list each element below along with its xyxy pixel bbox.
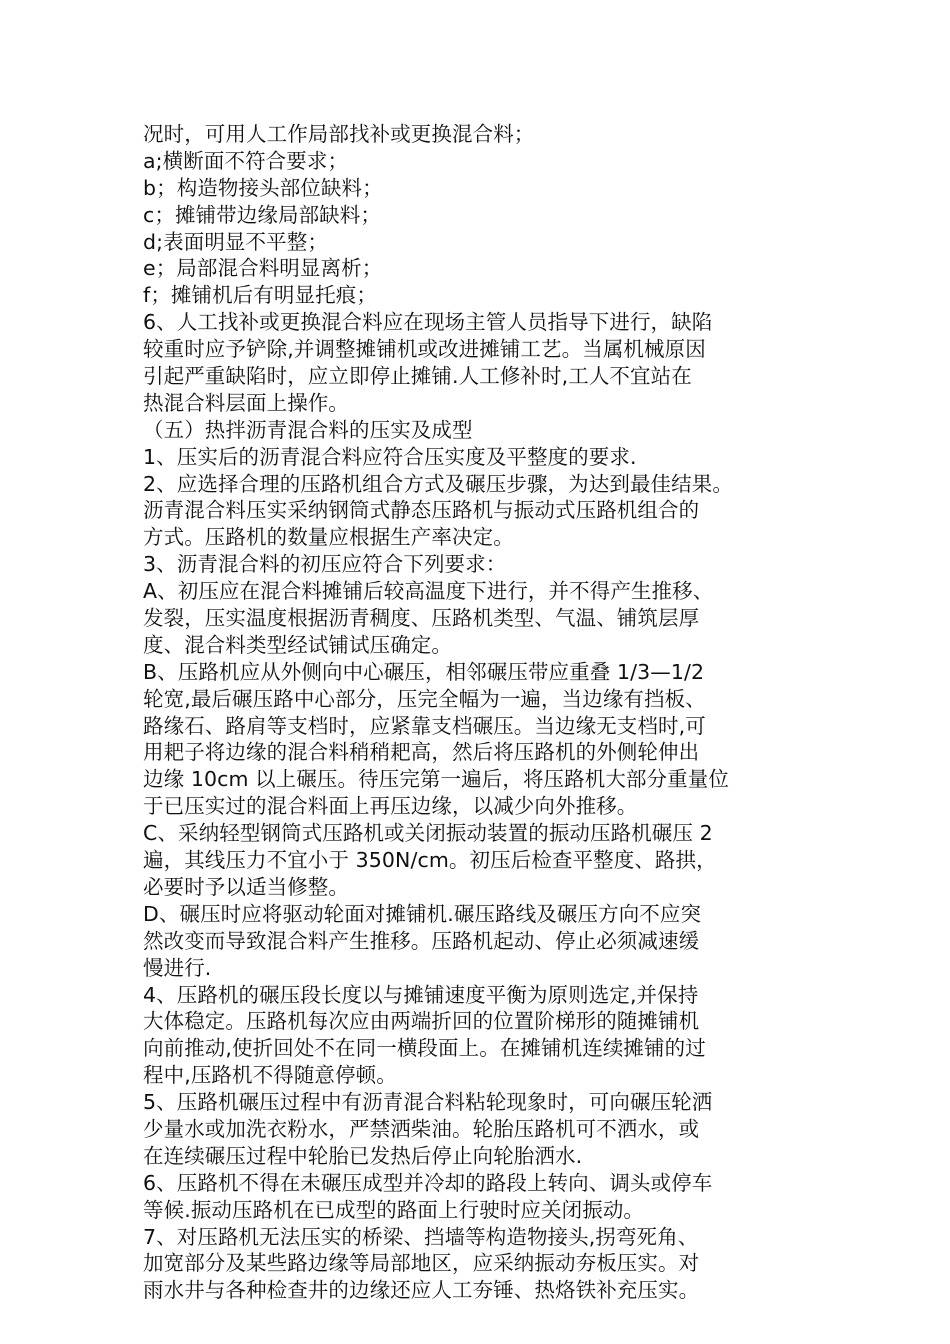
text-line: 6、压路机不得在未碾压成型并冷却的路段上转向、调头或停车 [143,1170,713,1195]
text-line: （五）热拌沥青混合料的压实及成型 [143,417,473,442]
text-line: C、采纳轻型钢筒式压路机或关闭振动装置的振动压路机碾压 2 [143,821,713,846]
text-line: 较重时应予铲除,并调整摊铺机或改进摊铺工艺。当属机械原因 [143,337,706,362]
text-line: 7、对压路机无法压实的桥梁、挡墙等构造物接头,拐弯死角、 [143,1224,699,1249]
text-line: 边缘 10cm 以上碾压。待压完第一遍后，将压路机大部分重量位 [143,767,729,792]
text-line: 4、压路机的碾压段长度以与摊铺速度平衡为原则选定,并保持 [143,982,699,1007]
text-line: 度、混合料类型经试铺试压确定。 [143,632,452,657]
text-line: a;横断面不符合要求； [143,148,349,173]
text-line: 引起严重缺陷时，应立即停止摊铺.人工修补时,工人不宜站在 [143,364,692,389]
text-line: 2、应选择合理的压路机组合方式及碾压步骤，为达到最佳结果。 [143,471,733,496]
text-line: 大体稳定。压路机每次应由两端折回的位置阶梯形的随摊铺机 [143,1009,700,1034]
text-line: 遍，其线压力不宜小于 350N/cm。初压后检查平整度、路拱， [143,848,717,873]
text-line: 于已压实过的混合料面上再压边缘，以减少向外推移。 [143,794,638,819]
text-line: 少量水或加洗衣粉水，严禁洒柴油。轮胎压路机可不洒水，或 [143,1116,700,1141]
text-line: 路缘石、路肩等支档时，应紧靠支档碾压。当边缘无支档时,可 [143,713,706,738]
text-line: 在连续碾压过程中轮胎已发热后停止向轮胎洒水. [143,1143,583,1168]
text-line: 加宽部分及某些路边缘等局部地区，应采纳振动夯板压实。对 [143,1251,700,1276]
text-line: 程中,压路机不得随意停顿。 [143,1063,397,1088]
text-line: 热混合料层面上操作。 [143,390,349,415]
text-line: 3、沥青混合料的初压应符合下列要求： [143,552,507,577]
text-line: 向前推动,使折回处不在同一横段面上。在摊铺机连续摊铺的过 [143,1036,706,1061]
text-line: e；局部混合料明显离析； [143,256,383,281]
text-line: b；构造物接头部位缺料； [143,175,383,200]
text-line: B、压路机应从外侧向中心碾压，相邻碾压带应重叠 1/3—1/2 [143,659,705,684]
text-line: 然改变而导致混合料产生推移。压路机起动、停止必须减速缓 [143,928,700,953]
text-line: 轮宽,最后碾压路中心部分，压完全幅为一遍，当边缘有挡板、 [143,686,706,711]
text-line: c；摊铺带边缘局部缺料； [143,202,381,227]
text-line: d;表面明显不平整； [143,229,328,254]
text-line: 等候.振动压路机在已成型的路面上行驶时应关闭振动。 [143,1197,645,1222]
text-line: 况时，可用人工作局部找补或更换混合料； [143,122,535,146]
text-line: D、碾压时应将驱动轮面对摊铺机.碾压路线及碾压方向不应突 [143,901,702,926]
text-line: 5、压路机碾压过程中有沥青混合料粘轮现象时，可向碾压轮洒 [143,1090,713,1115]
text-line: 方式。压路机的数量应根据生产率决定。 [143,525,514,550]
text-line: A、初压应在混合料摊铺后较高温度下进行，并不得产生推移、 [143,579,714,604]
text-line: 沥青混合料压实采纳钢筒式静态压路机与振动式压路机组合的 [143,498,700,523]
text-line: 发裂，压实温度根据沥青稠度、压路机类型、气温、铺筑层厚 [143,606,700,631]
text-line: 用耙子将边缘的混合料稍稍耙高，然后将压路机的外侧轮伸出 [143,740,700,765]
text-line: 慢进行. [143,955,212,980]
text-line: 必要时予以适当修整。 [143,874,349,899]
text-line: 雨水井与各种检查井的边缘还应人工夯锤、热烙铁补充压实。 [143,1278,700,1303]
text-line: 6、人工找补或更换混合料应在现场主管人员指导下进行，缺陷 [143,310,713,335]
body-text [143,121,823,1304]
text-line: f；摊铺机后有明显托痕； [143,283,377,308]
text-line: 1、压实后的沥青混合料应符合压实度及平整度的要求. [143,444,637,469]
